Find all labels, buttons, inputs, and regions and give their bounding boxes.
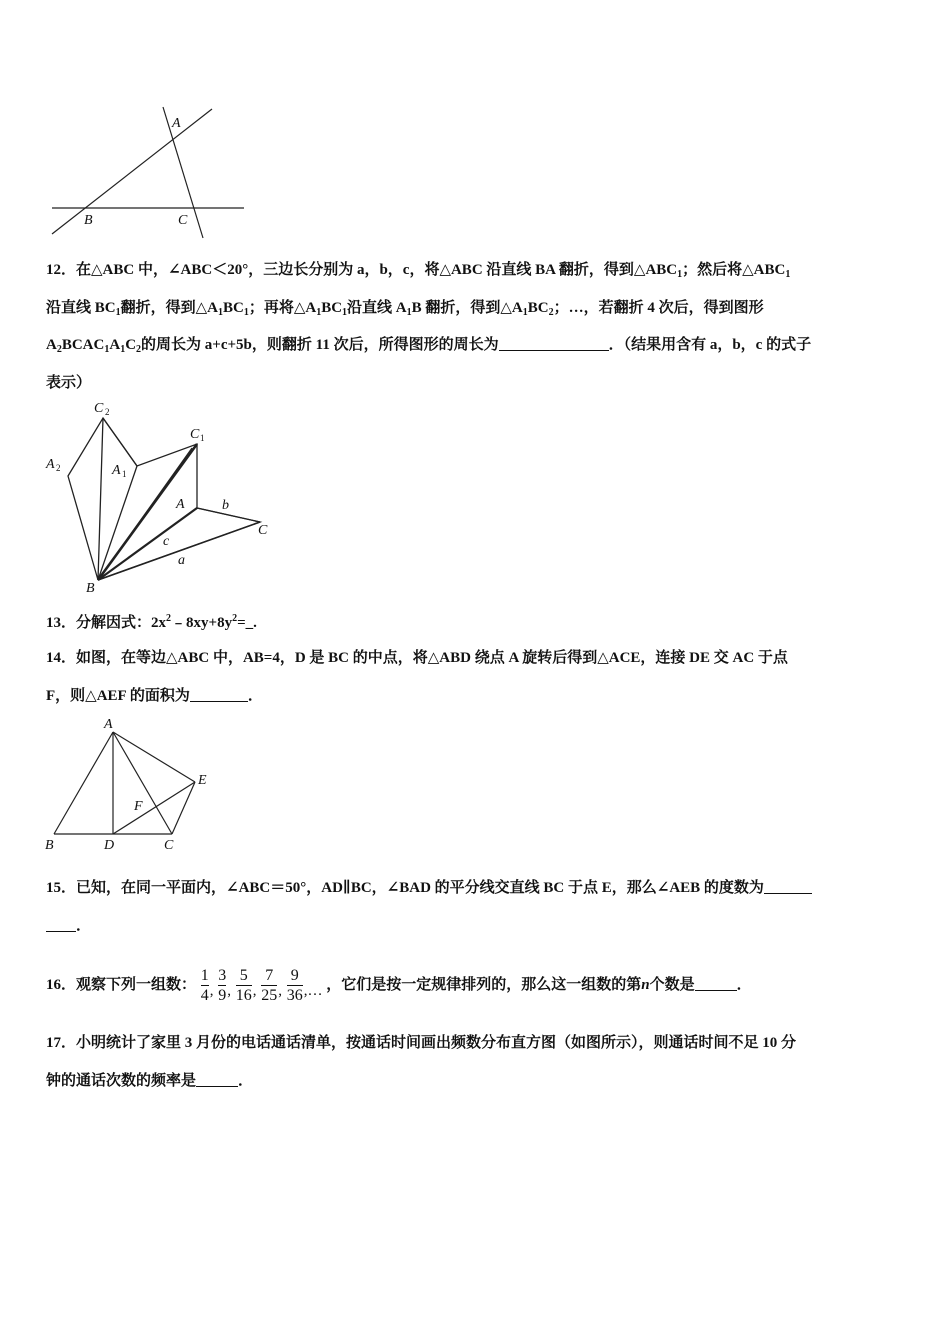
numerator: 1 xyxy=(200,967,209,985)
q17-line1: 17．小明统计了家里 3 月份的电话通话清单，按通话时间画出频数分布直方图（如图所示），则通话时间不足 10 分 xyxy=(46,1035,797,1051)
label-a-side: a xyxy=(178,553,185,568)
q12-text: BC xyxy=(527,299,549,316)
q12-sub: 1 xyxy=(406,306,412,318)
q12-line1-tail: ；然后将△ABC xyxy=(682,262,786,278)
denominator: 25 xyxy=(261,987,278,1005)
answer-blank[interactable] xyxy=(190,683,248,702)
q15-text: ． xyxy=(76,917,92,934)
seg-a-c xyxy=(113,732,172,834)
q16-text: ． xyxy=(736,977,752,993)
figure-triangle-rotation xyxy=(42,714,222,856)
q12-text: C xyxy=(125,337,137,353)
q14-line1: 14．如图，在等边△ABC 中，AB=4，D 是 BC 的中点，将△ABD 绕点 A 旋转后得到△ACE，连接 DE 交 AC 于点 xyxy=(46,650,788,666)
label-c2-sub: 2 xyxy=(105,407,110,417)
q13-sup: 2 xyxy=(166,613,172,624)
q16-n: n xyxy=(641,977,650,993)
q12-line1: 12．在△ABC 中，∠ABC＜20°，三边长分别为 a，b，c，将△ABC 沿直线 BA 翻折，得到△ABC xyxy=(46,262,678,278)
q12-sub: 1 xyxy=(120,344,126,355)
q12-sub: 1 xyxy=(785,269,791,280)
q17-text: 钟的通话次数的频率是 xyxy=(46,1072,197,1089)
numerator: 3 xyxy=(218,967,227,985)
seg-b-c2 xyxy=(98,418,103,580)
label-b: B xyxy=(84,213,93,228)
question-17 xyxy=(46,1025,906,1100)
seg-b-c xyxy=(98,522,260,580)
q13-text: =_. xyxy=(237,615,257,631)
q12-text: ；再将△A xyxy=(248,299,317,316)
q12-text: B 翻折，得到△A xyxy=(411,299,523,316)
numerator: 5 xyxy=(239,967,248,985)
fraction-1 xyxy=(201,966,209,1005)
label-a: A xyxy=(176,497,185,512)
ellipsis: ,… xyxy=(303,983,323,999)
comma: , xyxy=(227,983,232,999)
label-f: F xyxy=(134,799,143,814)
q12-text: ；…，若翻折 4 次后，得到图形 xyxy=(553,299,764,316)
question-14 xyxy=(46,640,906,715)
seg-a1-b xyxy=(98,466,137,580)
q12-text: 沿直线 BC xyxy=(46,299,116,316)
numerator: 7 xyxy=(265,967,274,985)
q12-sub: 1 xyxy=(243,306,249,318)
label-a1-sub: 1 xyxy=(122,469,127,479)
answer-blank-cont[interactable] xyxy=(46,913,76,932)
q12-sub: 1 xyxy=(342,306,348,318)
q17-text: ． xyxy=(238,1072,254,1089)
label-c: C xyxy=(178,213,188,228)
q16-text: ，它们是按一定规律排列的，那么这一组数的第 xyxy=(326,977,642,993)
q12-text: BC xyxy=(321,299,343,316)
q12-text: BC xyxy=(222,299,244,316)
denominator: 4 xyxy=(200,987,209,1005)
q13-text: 13．分解因式：2x xyxy=(46,615,167,631)
q12-text: 的周长为 a+c+5b，则翻折 11 次后，所得图形的周长为 xyxy=(141,337,499,353)
q12-text: BCAC xyxy=(61,337,105,353)
comma: , xyxy=(278,983,283,999)
answer-blank[interactable] xyxy=(499,332,609,351)
label-d: D xyxy=(104,838,115,853)
q12-sub: 2 xyxy=(56,344,62,355)
label-e: E xyxy=(198,773,207,788)
answer-blank[interactable] xyxy=(695,972,737,991)
label-c2: C xyxy=(94,401,104,416)
label-b: B xyxy=(86,581,95,596)
q13-sup: 2 xyxy=(232,613,238,624)
seg-c2-a1 xyxy=(103,418,137,466)
denominator: 9 xyxy=(218,987,227,1005)
question-15 xyxy=(46,870,906,945)
answer-blank[interactable] xyxy=(764,875,812,894)
q16-prefix: 16．观察下列一组数： xyxy=(46,977,197,993)
question-13 xyxy=(46,605,906,643)
label-a1: A xyxy=(112,463,121,478)
q12-sub: 1 xyxy=(104,344,110,355)
label-a2: A xyxy=(46,457,55,472)
label-a: A xyxy=(172,116,181,131)
q14-text: ． xyxy=(247,687,263,704)
label-a: A xyxy=(104,717,113,732)
label-a2-sub: 2 xyxy=(56,463,61,473)
q12-sub: 1 xyxy=(522,306,528,318)
fraction-2 xyxy=(218,966,226,1005)
q12-text: A xyxy=(46,337,57,353)
fraction-5 xyxy=(287,966,303,1005)
q12-text: 翻折，得到△A xyxy=(120,299,218,316)
question-16 xyxy=(46,948,906,1022)
q12-sub: 1 xyxy=(677,269,683,280)
figure-folding xyxy=(42,398,282,598)
numerator: 9 xyxy=(290,967,299,985)
label-c1: C xyxy=(190,427,200,442)
q15-text: 15．已知，在同一平面内，∠ABC＝50°，AD∥BC，∠BAD 的平分线交直线 BC 于点 E，那么∠AEB 的度数为 xyxy=(46,880,764,896)
q12-sub: 1 xyxy=(115,306,121,318)
figure-lines-abc xyxy=(48,104,248,242)
answer-blank[interactable] xyxy=(196,1068,238,1087)
comma: , xyxy=(209,983,214,999)
label-c-side: c xyxy=(163,534,170,549)
fraction-3 xyxy=(236,966,252,1005)
q13-text: ﹣8xy+8y xyxy=(171,615,233,631)
q12-text: ．（结果用含有 a，b，c 的式子 xyxy=(608,337,812,353)
seg-d-e xyxy=(113,782,195,834)
fraction-4 xyxy=(261,966,277,1005)
seg-b-a xyxy=(98,508,197,580)
label-b: B xyxy=(45,838,54,853)
label-c: C xyxy=(258,523,268,538)
q12-text: A xyxy=(109,337,121,353)
line-ba xyxy=(52,109,212,234)
q12-sub: 2 xyxy=(136,344,142,355)
label-b-side: b xyxy=(222,498,229,513)
q12-sub: 1 xyxy=(217,306,223,318)
q16-text: 个数是 xyxy=(649,977,695,993)
denominator: 36 xyxy=(286,987,303,1005)
label-c1-sub: 1 xyxy=(200,433,205,443)
q12-sub: 1 xyxy=(316,306,322,318)
q12-text: 沿直线 A xyxy=(347,299,407,316)
q14-text: F，则△AEF 的面积为 xyxy=(46,687,190,704)
question-12 xyxy=(46,252,906,402)
denominator: 16 xyxy=(235,987,252,1005)
seg-a-b xyxy=(54,732,113,834)
comma: , xyxy=(252,983,257,999)
label-c: C xyxy=(164,838,174,853)
seg-a-e xyxy=(113,732,195,782)
q12-line4: 表示） xyxy=(46,374,92,391)
q12-sub: 2 xyxy=(548,306,554,318)
